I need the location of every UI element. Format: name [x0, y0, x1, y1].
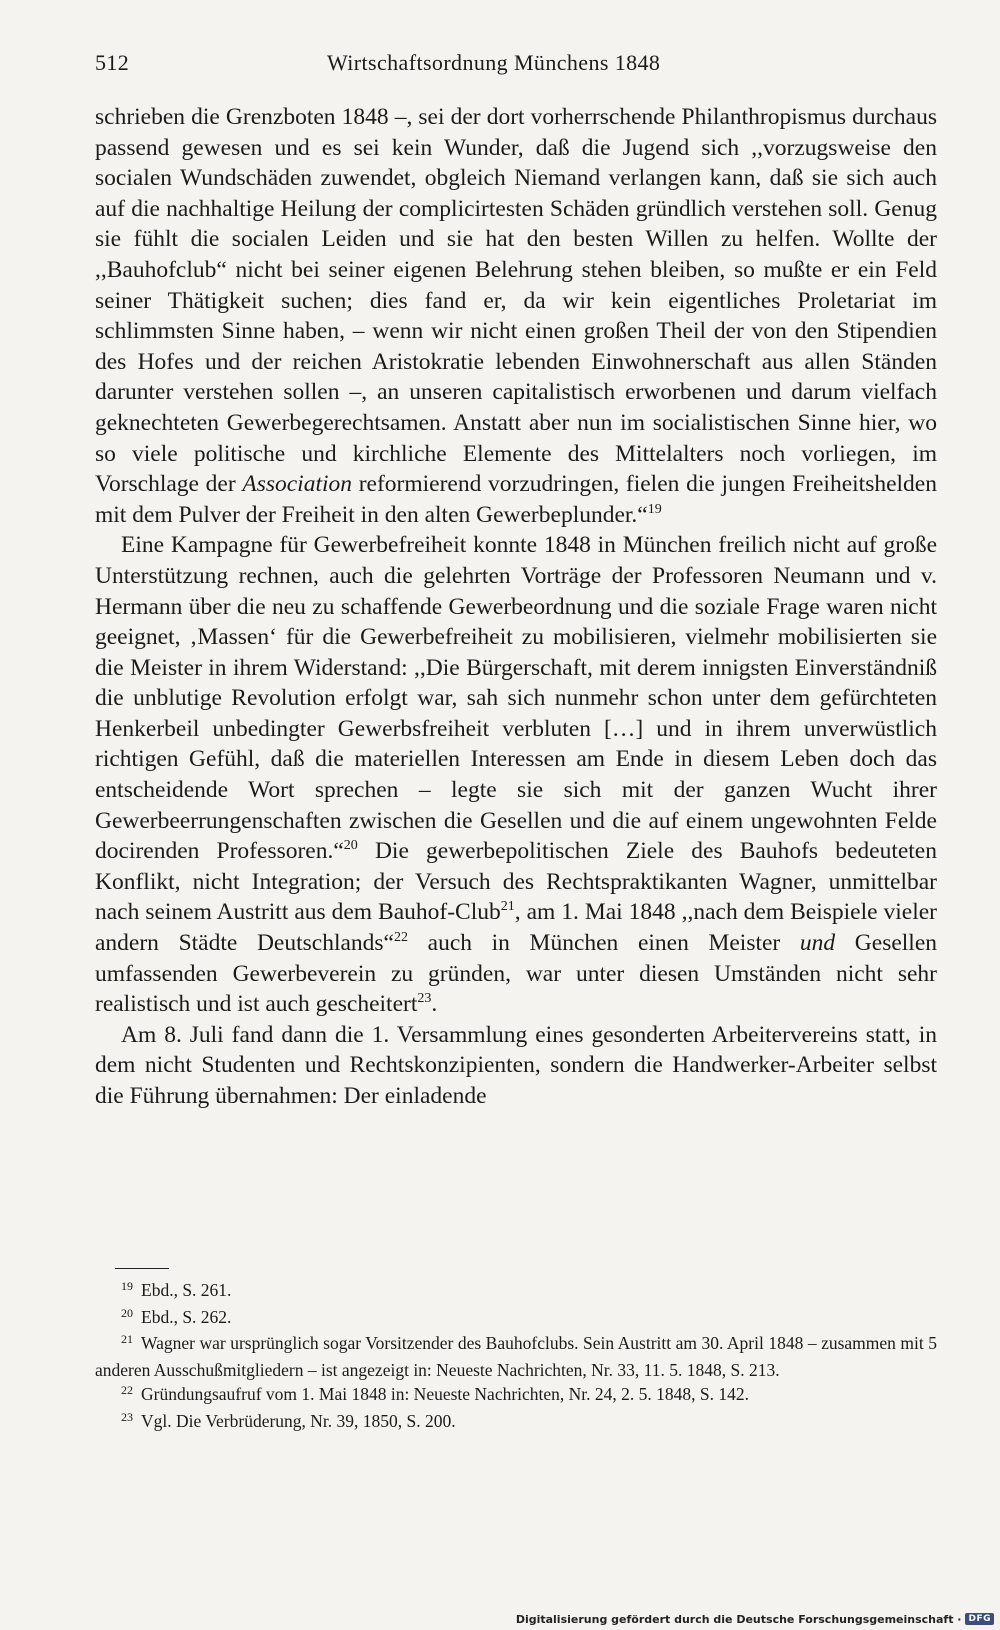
credit-text: Digitalisierung gefördert durch die Deutsche Forschungsgemeinschaft ·	[515, 1612, 962, 1626]
footnote-ref-21: 21	[500, 899, 515, 915]
footnote-ref-23: 23	[417, 991, 432, 1007]
running-title: Wirtschaftsordnung Münchens 1848	[327, 50, 661, 75]
footnote-ref-20: 20	[343, 838, 358, 854]
footnote	[95, 1305, 937, 1332]
paragraph-2-text-a: Eine Kampagne für Gewerbefreiheit konnte 1848 in München freilich nicht auf große Unterstützung rechnen, auch die gelehrten Vorträge der Professoren Neumann und v. Hermann über die neu zu schaffende Gewerbeordnung und die soziale Frage waren nicht geeignet, ‚Massen‘ für die Gewerbefreiheit zu mobilisieren, vielmehr mobilisierten sie die Meister in ihrem Widerstand: ,,Die Bürgerschaft, mit derem innigsten Einverständniß die unblutige Revolution erfolgt war, sah sich nunmehr schon unter dem gefürchteten Henkerbeil unbedingter Gewerbsfreiheit verbluten […] und in ihrem unverwüstlich richtigen Gefühl, daß die materiellen Interessen am Ende in diesem Leben doch das entscheidende Wort sprechen – legte sie sich mit der ganzen Wucht ihrer Gewerbeerrungenschaften zwischen die Gesellen und die auf einem ungewohnten Felde docirenden Professoren.“	[95, 532, 937, 865]
body-text	[95, 102, 937, 1112]
paragraph-1-text-a: schrieben die Grenzboten 1848 –, sei der dort vorherrschende Philanthropismus durchaus passend gewesen und es sei kein Wunder, daß die Jugend sich ,,vorzugsweise den socialen Wundschäden zuwendet, obgleich Niemand verlangen kann, daß sie sich auch auf die nachhaltige Heilung der complicirtesten Schäden gründlich verstehen soll. Genug sie fühlt die socialen Leiden und sie hat den besten Willen zu helfen. Wollte der ,,Bauhofclub“ nicht bei seiner eigenen Belehrung stehen bleiben, so mußte er ein Feld seiner Thätigkeit suchen; dies fand er, da wir kein eigentliches Proletariat im schlimmsten Sinne haben, – wenn wir nicht einen großen Theil der von den Stipendien des Hofes und der reichen Aristokratie lebenden Einwohnerschaft aus allen Ständen darunter verstehen sollen –, an unseren capitalistisch erworbenen und darum vielfach geknechteten Gewerbegerechtsamen. Anstatt aber nun im socialistischen Sinne hier, wo so viele politische und kirchliche Elemente des Mittelalters noch vorliegen, im Vorschlage der	[95, 104, 937, 498]
footnote-number: 19	[121, 1279, 133, 1293]
footnote	[95, 1331, 937, 1382]
paragraph-2-text-c: , am 1. Mai 1848 ,,nach dem Beispiele vieler andern Städte Deutschlands“	[95, 899, 937, 957]
paragraph-3: Am 8. Juli fand dann die 1. Versammlung eines gesonderten Arbeitervereins statt, in dem nicht Studenten und Rechtskonzipienten, sondern die Handwerker-Arbeiter selbst die Führung übernahmen: Der einladende	[95, 1021, 937, 1109]
paragraph-2-text-e: Gesellen umfassenden Gewerbeverein zu gründen, war unter diesen Umständen nicht sehr realistisch und ist auch gescheitert	[95, 930, 938, 1018]
footnote-separator	[115, 1268, 169, 1269]
paragraph-1	[95, 102, 937, 530]
footnote-text: Ebd., S. 262.	[141, 1306, 232, 1327]
digitization-credit	[516, 1610, 994, 1628]
footnote-ref-22: 22	[394, 930, 408, 946]
footnotes	[95, 1278, 937, 1436]
paragraph-2-emphasis: und	[799, 930, 836, 957]
paragraph-2-text-f: .	[431, 991, 438, 1018]
paragraph-2-text-d: auch in München einen Meister	[408, 930, 800, 957]
footnote-text: Vgl. Die Verbrüderung, Nr. 39, 1850, S. 200.	[141, 1410, 456, 1431]
footnote	[95, 1382, 937, 1409]
paragraph-2	[95, 530, 937, 1020]
footnote-text: Gründungsaufruf vom 1. Mai 1848 in: Neueste Nachrichten, Nr. 24, 2. 5. 1848, S. 142.	[141, 1384, 750, 1405]
page-number: 512	[95, 50, 130, 75]
footnote-number: 23	[121, 1409, 133, 1424]
footnote-number: 22	[121, 1383, 133, 1398]
paragraph-1-emphasis: Association	[242, 471, 353, 498]
footnote	[95, 1278, 937, 1305]
footnote-text: Ebd., S. 261.	[141, 1280, 232, 1300]
paragraph-2-text-b: Die gewerbepolitischen Ziele des Bauhofs bedeuteten Konflikt, nicht Integration; der Versuch des Rechtspraktikanten Wagner, unmittelbar nach seinem Austritt aus dem Bauhof-Club	[95, 838, 937, 926]
footnote-number: 21	[121, 1332, 133, 1347]
paragraph-1-text-b: reformierend vorzudringen, fielen die jungen Freiheitshelden mit dem Pulver der Freiheit in den alten Gewerbeplunder.“	[95, 471, 937, 528]
footnote-number: 20	[121, 1305, 133, 1320]
footnote	[95, 1409, 937, 1436]
page-header	[95, 50, 935, 84]
footnote-ref-19: 19	[647, 501, 662, 517]
footnote-text: Wagner war ursprünglich sogar Vorsitzender des Bauhofclubs. Sein Austritt am 30. April 1848 – zusammen mit 5 anderen Ausschußmitgliedern – ist angezeigt in: Neueste Nachrichten, Nr. 33, 11. 5. 1848, S. 213.	[95, 1333, 937, 1380]
dfg-logo: DFG	[965, 1613, 994, 1625]
